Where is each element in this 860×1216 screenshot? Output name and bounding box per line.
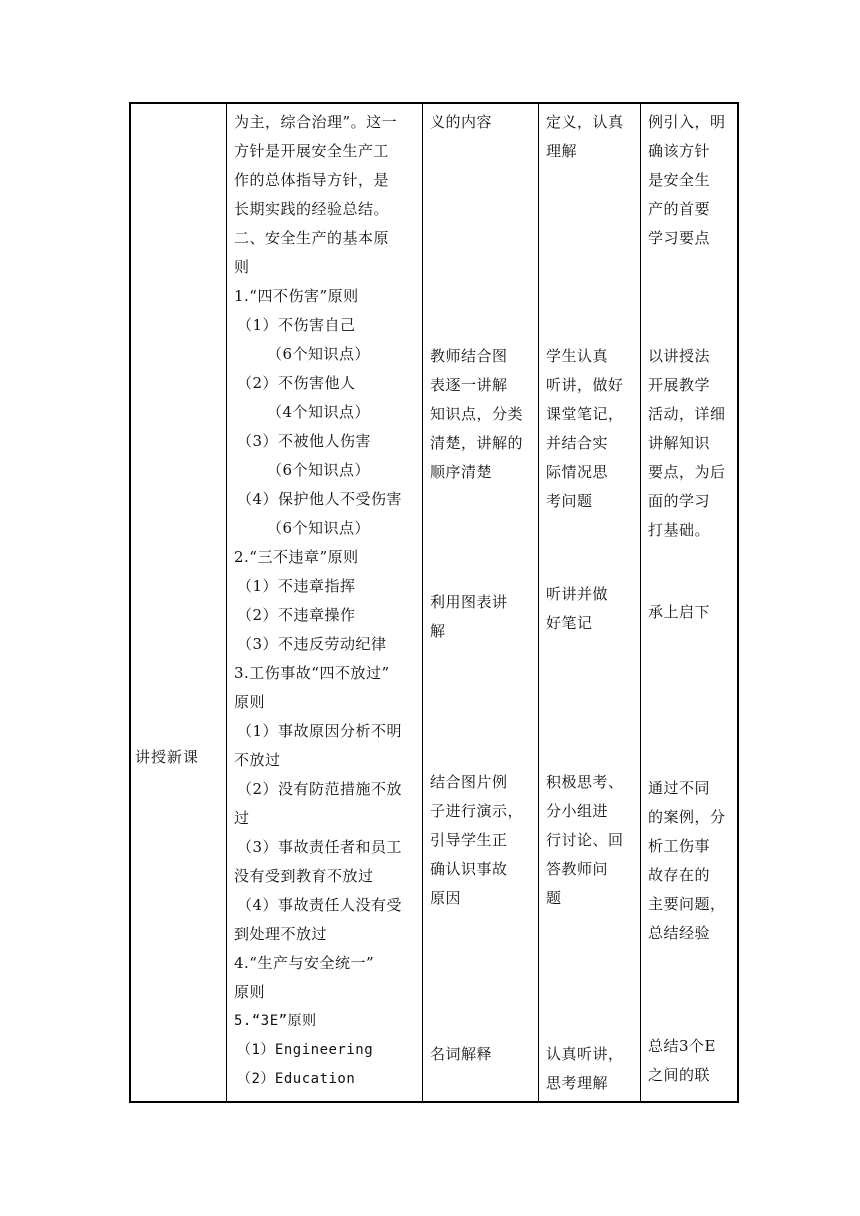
content-line: （6个知识点） [267,461,371,479]
student-block [546,580,636,638]
cell-line: 例引入，明 [648,113,726,131]
content-line: （2）不伤害他人 [237,374,356,392]
cell-line: 义的内容 [430,113,493,131]
cell-line: 之间的联 [648,1066,711,1084]
content-line: （2）Education [237,1071,356,1087]
content-line: 2.“三不违章”原则 [234,548,359,566]
column-divider [226,102,227,1103]
content-line: （3）不被他人伤害 [237,432,372,450]
content-line: 过 [234,809,250,827]
cell-line: 理解 [546,142,578,160]
cell-line: 定义，认真 [546,113,624,131]
cell-line: 知识点，分类 [430,405,524,423]
content-line: （6个知识点） [267,345,371,363]
content-line: （1）不违章指挥 [237,577,356,595]
teacher-block [430,108,534,137]
content-line: （2）没有防范措施不放 [237,780,403,798]
cell-line: 表逐一讲解 [430,376,508,394]
cell-line: 结合图片例 [430,773,508,791]
cell-line: 解 [430,622,446,640]
content-line: 原则 [234,693,266,711]
cell-line: 际情况思 [546,463,609,481]
content-line: （1）事故原因分析不明 [237,722,403,740]
cell-line: 主要问题， [648,895,726,913]
column-divider [640,102,641,1103]
cell-line: 学生认真 [546,347,609,365]
content-line: 没有受到教育不放过 [234,867,374,885]
cell-line: 要点，为后 [648,463,726,481]
content-line: 为主，综合治理”。这一 [234,113,398,131]
intent-block [648,598,736,627]
content-line: 则 [234,258,250,276]
cell-line: 开展教学 [648,376,711,394]
cell-line: 认真听讲， [546,1045,624,1063]
cell-line: 利用图表讲 [430,593,508,611]
cell-line: 积极思考、 [546,773,624,791]
cell-line: 行讨论、回 [546,831,624,849]
content-line: 方针是开展安全生产工 [234,142,390,160]
content-line: 4.“生产与安全统一” [234,954,375,972]
content-line: （6个知识点） [267,519,371,537]
cell-line: 并结合实 [546,434,609,452]
cell-line: 清楚，讲解的 [430,434,524,452]
teacher-block [430,342,534,487]
cell-line: 面的学习 [648,492,711,510]
cell-line: 听讲，做好 [546,376,624,394]
cell-line: 题 [546,889,562,907]
cell-line: 确该方针 [648,142,711,160]
cell-line: 确认识事故 [430,860,508,878]
student-block [546,342,636,516]
cell-line: 好笔记 [546,614,593,632]
cell-line: 总结3个E [648,1037,716,1055]
content-line: （1）不伤害自己 [237,316,356,334]
teacher-block [430,768,534,913]
intent-block [648,774,736,948]
content-line: 原则 [234,983,266,1001]
cell-line: 故存在的 [648,866,711,884]
column-divider [538,102,539,1103]
student-block [546,768,636,913]
teacher-block [430,588,534,646]
content-line: （2）不违章操作 [237,606,356,624]
content-line: （4个知识点） [267,403,371,421]
cell-line: 原因 [430,889,462,907]
cell-line: 课堂笔记， [546,405,624,423]
teacher-block [430,1040,534,1069]
cell-line: 析工伤事 [648,837,711,855]
content-line: （4）保护他人不受伤害 [237,490,403,508]
cell-line: 顺序清楚 [430,463,493,481]
cell-line: 总结经验 [648,924,711,942]
content-line: 5.“3E”原则 [234,1013,317,1029]
intent-block [648,1032,736,1090]
row-label: 讲授新课 [135,748,200,766]
cell-line: 名词解释 [430,1045,493,1063]
content-line: 3.工伤事故“四不放过” [234,664,390,682]
content-line: 到处理不放过 [234,925,328,943]
cell-line: 产的首要 [648,200,711,218]
content-line: （3）事故责任者和员工 [237,838,403,856]
cell-line: 以讲授法 [648,347,711,365]
cell-line: 是安全生 [648,171,711,189]
student-block [546,108,636,166]
content-line: （1）Engineering [237,1042,374,1058]
cell-line: 教师结合图 [430,347,508,365]
cell-line: 思考理解 [546,1074,609,1092]
student-block [546,1040,636,1098]
intent-block [648,108,736,253]
cell-line: 讲解知识 [648,434,711,452]
cell-line: 答教师问 [546,860,609,878]
cell-line: 学习要点 [648,229,711,247]
content-column [234,108,420,1094]
content-line: 1.“四不伤害”原则 [234,287,359,305]
intent-block [648,342,736,545]
cell-line: 打基础。 [648,521,711,539]
cell-line: 引导学生正 [430,831,508,849]
column-divider [422,102,423,1103]
content-line: 不放过 [234,751,281,769]
content-line: 作的总体指导方针，是 [234,171,390,189]
cell-line: 子进行演示， [430,802,524,820]
cell-line: 考问题 [546,492,593,510]
cell-line: 听讲并做 [546,585,609,603]
cell-line: 活动，详细 [648,405,726,423]
content-line: （3）不违反劳动纪律 [237,635,387,653]
cell-line: 的案例，分 [648,808,726,826]
cell-line: 承上启下 [648,603,711,621]
content-line: 长期实践的经验总结。 [234,200,390,218]
cell-line: 通过不同 [648,779,711,797]
cell-line: 分小组进 [546,802,609,820]
content-line: （4）事故责任人没有受 [237,896,403,914]
content-line: 二、安全生产的基本原 [234,229,390,247]
